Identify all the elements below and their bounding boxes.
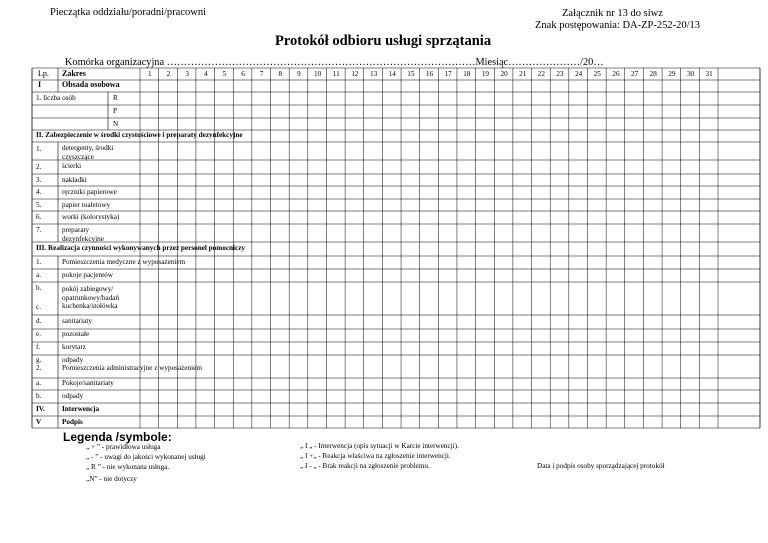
row-label: pokoje pacjentów — [62, 271, 113, 279]
legend-item-na: „N” - nie dotyczy — [86, 475, 137, 483]
row-number: a. — [36, 379, 41, 387]
day-header-23: 23 — [556, 70, 564, 78]
attachment-note: Załącznik nr 13 do siwz — [562, 8, 663, 19]
day-header-30: 30 — [686, 70, 695, 78]
section-IV-number: IV. — [36, 405, 45, 413]
row-label: nakładki — [62, 176, 87, 184]
row-label: preparaty dezynfekcyjne — [62, 226, 104, 243]
row-number: g. — [36, 356, 42, 364]
day-header-15: 15 — [407, 70, 415, 78]
section-II-title: II. Zabezpieczenie w środki czystościowe i preparaty dezynfekcyjne — [36, 131, 243, 139]
lp-header: Lp. — [38, 69, 49, 78]
row-label: ręczniki papierowe — [62, 188, 117, 196]
row-label: odpady — [62, 356, 84, 364]
day-header-13: 13 — [369, 70, 378, 78]
staff-code-p: P — [113, 107, 117, 115]
signature-label: Data i podpis osoby sporządzającej protokół — [537, 462, 665, 470]
day-header-24: 24 — [575, 70, 583, 78]
day-header-26: 26 — [612, 70, 620, 78]
row-label: sanitariaty — [62, 317, 92, 325]
day-header-18: 18 — [463, 70, 471, 78]
row-label: pozostałe — [62, 330, 90, 338]
day-header-22: 22 — [537, 70, 545, 78]
day-header-6: 6 — [241, 70, 245, 78]
row-number: 5. — [36, 201, 42, 209]
row-number: e. — [36, 330, 41, 338]
row-number: 1. — [36, 145, 42, 153]
section-I-number: I — [38, 80, 42, 89]
day-header-1: 1 — [148, 70, 152, 78]
row-label: detergenty, środki czyszczące — [62, 144, 114, 161]
day-header-27: 27 — [631, 70, 639, 78]
day-header-31: 31 — [705, 70, 713, 78]
staff-code-n: N — [113, 120, 119, 128]
legend-item: „ I +„ - Reakcja właściwa na zgłoszenie interwencji. — [300, 452, 451, 460]
day-header-2: 2 — [166, 70, 171, 78]
row-number: d. — [36, 317, 42, 325]
day-header-20: 20 — [500, 70, 508, 78]
day-header-3: 3 — [185, 70, 189, 78]
staff-count-label: 1. liczba osób — [36, 94, 76, 102]
unit-line: Komórka organizacyjna ………………………………………………………………………………Miesiąc…………………/20… — [65, 57, 604, 68]
row-number: b. — [36, 284, 42, 292]
row-number: 4. — [36, 188, 42, 196]
staff-code-r: R — [113, 94, 118, 102]
row-label: pokój zabiegowy/ opatrunkowy/badań — [62, 285, 120, 302]
day-header-9: 9 — [297, 70, 301, 78]
legend-item: „ - ” - uwagi do jakości wykonanej usługi — [86, 453, 206, 461]
day-header-8: 8 — [278, 70, 283, 78]
day-header-19: 19 — [481, 70, 490, 78]
day-header-10: 10 — [314, 70, 322, 78]
day-header-17: 17 — [444, 70, 452, 78]
legend-title: Legenda /symbole: — [63, 430, 172, 444]
section-V-number: V — [36, 418, 42, 426]
page-title: Protokół odbioru usługi sprzątania — [275, 33, 492, 49]
day-header-12: 12 — [351, 70, 359, 78]
row-number: 1. — [36, 258, 42, 266]
day-header-7: 7 — [259, 70, 264, 78]
row-label: korytarz — [62, 343, 86, 351]
row-number: b. — [36, 392, 42, 400]
row-number: c. — [36, 303, 41, 311]
row-number: 2. — [36, 364, 42, 372]
row-label: Pomieszczenia medyczne z wyposażeniem — [62, 258, 186, 266]
section-V-label: Podpis — [62, 418, 83, 426]
stamp-label: Pieczątka oddziału/poradni/pracowni — [50, 7, 206, 18]
day-header-16: 16 — [425, 70, 434, 78]
day-header-14: 14 — [388, 70, 396, 78]
row-label: Pokoje/sanitariaty — [62, 379, 114, 387]
day-header-28: 28 — [649, 70, 657, 78]
day-header-29: 29 — [668, 70, 676, 78]
day-header-25: 25 — [593, 70, 601, 78]
section-III-title: III. Realizacja czynności wykonywanych przez personel pomocniczy — [36, 244, 246, 252]
day-header-5: 5 — [222, 70, 227, 78]
row-label: kuchenka/stołówka — [62, 302, 118, 310]
day-header-11: 11 — [332, 70, 340, 78]
row-number: 3. — [36, 176, 42, 184]
section-I-title: Obsada osobowa — [62, 80, 120, 89]
day-header-21: 21 — [519, 70, 527, 78]
legend-item: „ R ” - nie wykonana usługa. — [86, 463, 170, 471]
legend-item: „ I „ - Interwencja (opis sytuacji w Karcie interwencji). — [300, 442, 459, 450]
row-label: papier toaletowy — [62, 201, 111, 209]
case-reference: Znak postępowania: DA-ZP-252-20/13 — [535, 20, 701, 31]
legend-item: „ + ” - prawidłowa usługa — [86, 443, 161, 451]
legend-item: „ I - „ - Brak reakcji na zgłoszenie problemu. — [300, 462, 430, 470]
row-number: 2. — [36, 163, 42, 171]
section-IV-label: Interwencja — [62, 405, 100, 413]
day-header-4: 4 — [203, 70, 208, 78]
row-label: odpady — [62, 392, 84, 400]
row-number: 7. — [36, 226, 42, 234]
row-label: ścierki — [62, 162, 82, 170]
row-number: a. — [36, 271, 41, 279]
row-label: Pomieszczenia administracyjne z wyposażeniem — [62, 364, 202, 372]
row-label: worki (kolorystyka) — [62, 213, 120, 221]
row-number: f. — [36, 343, 41, 351]
row-number: 6. — [36, 213, 42, 221]
zakres-header: Zakres — [62, 69, 86, 78]
